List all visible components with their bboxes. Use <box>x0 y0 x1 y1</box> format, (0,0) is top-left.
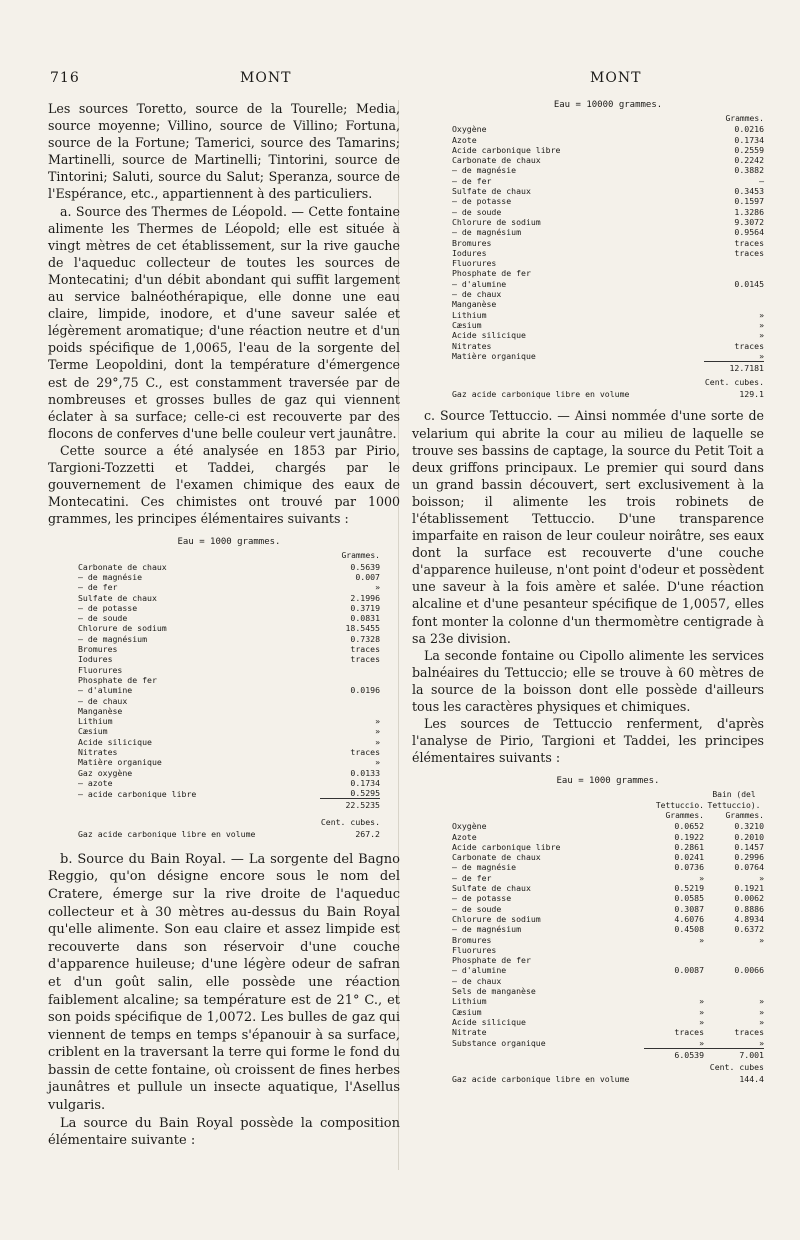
row-value-bain: 0.8886 <box>734 903 764 914</box>
gas-unit-line <box>452 1062 764 1072</box>
row-value: » <box>759 350 764 361</box>
total-spacer <box>452 362 704 374</box>
table-row <box>452 320 764 330</box>
table-row <box>78 582 380 592</box>
table-row <box>452 258 764 268</box>
row-value: » <box>375 716 380 727</box>
table-row <box>452 238 764 248</box>
row-label: — de fer <box>452 872 492 883</box>
row-value <box>704 289 764 299</box>
table-row <box>452 904 764 914</box>
table-caption: Eau = 1000 grammes. <box>177 537 281 548</box>
row-value: » <box>759 319 764 330</box>
table-row <box>78 757 380 767</box>
row-value: 0.9564 <box>734 227 764 238</box>
paragraph-tettuccio: c. Source Tettuccio. — Ainsi nommée d'une sorte de velarium qui abrite la cour au milieu de laquelle se trouve ses bassins de captage, la source du Petit Toit a deux griffons principaux. Le premier qui sourd dans un grand bassin découvert, sert exclusivement à la boisson; il alimente les trois robinets de l'établissement Tettuccio. D'une transparence imparfaite en raison de leur couleur noirâtre, ses eaux dont la surface est recouverte d'une couche d'apparence huileuse, n'ont point d'odeur et possèdent une saveur à la fois amère et salée. D'une réaction alcaline et d'une pesanteur spécifique de 1,0057, elles font monter la colonne d'un thermomètre centigrade à sa 23e division. <box>412 408 764 646</box>
row-value-bain: » <box>759 1037 764 1048</box>
row-label: Oxygène <box>452 821 487 832</box>
row-value: 0.5639 <box>350 561 380 572</box>
table-row <box>78 706 380 716</box>
paragraph-cipollo: La seconde fontaine ou Cipollo alimente les services balnéaires du Tettuccio; elle se trouve à 60 mètres de la source de la boisson dont elle possède d'ailleurs tous les caractères physiques et chimiques. <box>412 647 764 715</box>
composition-table <box>78 551 380 810</box>
row-value: 0.3453 <box>734 186 764 197</box>
row-value-bain: 0.0764 <box>734 862 764 873</box>
row-value-bain: 0.1457 <box>734 841 764 852</box>
row-label: — de soude <box>452 903 502 914</box>
table-row <box>452 268 764 278</box>
row-value-bain: 0.3210 <box>734 821 764 832</box>
table-row <box>452 196 764 206</box>
row-label: Gaz oxygène <box>78 767 133 778</box>
table-row <box>78 716 380 726</box>
row-value-tettuccio: » <box>699 1037 704 1048</box>
row-value-bain: » <box>759 996 764 1007</box>
paragraph-leopold-source: a. Source des Thermes de Léopold. — Cette fontaine alimente les Thermes de Léopold; elle est située à vingt mètres de cet établissement, sur la rive gauche de l'aqueduc collecteur de toutes les sources de Montecatini; d'un débit abondant qui suffit largement au service balnéothérapique, elle donne une eau claire, limpide, inodore, et d'une saveur salée et légèrement aromatique; d'une réaction neutre et d'un poids spécifique de 1,0065, l'eau de la sorgente del Terme Leopoldini, dont la température d'émergence est de 29°,75 C., est constamment traversée par de nombreuses et grosses bulles de gaz qui viennent éclater à sa surface; celle-ci est recouverte par des flocons de conferves d'une belle couleur vert jaunâtre. <box>48 203 400 441</box>
table-row <box>452 124 764 134</box>
total-value-bain: 7.001 <box>704 1048 764 1060</box>
row-value: 0.2242 <box>734 155 764 166</box>
row-value-bain: » <box>759 1016 764 1027</box>
table-row <box>452 207 764 217</box>
table-row <box>452 351 764 362</box>
table-row <box>78 665 380 675</box>
row-label: — de potasse <box>452 893 512 904</box>
row-value <box>704 268 764 278</box>
left-running-title: MONT <box>240 70 292 86</box>
gas-volume-line <box>78 829 380 839</box>
row-value-tettuccio: 0.1922 <box>674 831 704 842</box>
row-value: — <box>759 175 764 186</box>
row-label: Acide silicique <box>452 330 526 341</box>
row-value: 0.0133 <box>350 767 380 778</box>
row-value: 0.7328 <box>350 633 380 644</box>
table-row <box>452 330 764 340</box>
row-value-bain: » <box>759 934 764 945</box>
row-label: Phosphate de fer <box>78 674 157 685</box>
gas-unit: Cent. cubes. <box>320 816 380 827</box>
table-row <box>452 289 764 299</box>
row-label: Azote <box>452 134 477 145</box>
table-row <box>78 696 380 706</box>
row-label: — de soude <box>78 613 128 624</box>
table-row <box>452 986 764 996</box>
row-value-bain: traces <box>734 1027 764 1038</box>
row-value-bain: 0.2996 <box>734 852 764 863</box>
unit-header: Grammes. <box>725 810 764 820</box>
row-label: Bromures <box>78 644 118 655</box>
row-value-tettuccio: 0.0585 <box>674 893 704 904</box>
row-label: — d'alumine <box>452 965 507 976</box>
row-value <box>320 665 380 675</box>
row-value-tettuccio: 0.2861 <box>674 841 704 852</box>
row-value: traces <box>350 746 380 757</box>
row-value-bain: 0.0062 <box>734 893 764 904</box>
row-value-tettuccio: » <box>699 1006 704 1017</box>
row-label: Manganèse <box>78 705 123 716</box>
gas-value: 144.4 <box>739 1074 764 1085</box>
row-value-bain: » <box>759 1006 764 1017</box>
row-label: — acide carbonique libre <box>78 788 197 799</box>
gas-unit-line <box>78 817 380 827</box>
table-row <box>78 654 380 664</box>
row-value: 0.3719 <box>350 602 380 613</box>
row-value-tettuccio: 0.0736 <box>674 862 704 873</box>
row-value <box>704 258 764 268</box>
row-label: — de magnésie <box>452 165 517 176</box>
row-value-bain: 0.1921 <box>734 883 764 894</box>
table-row <box>78 768 380 778</box>
paragraph-private-sources: Les sources Toretto, source de la Tourelle; Media, source moyenne; Villino, source de Villino; Fortuna, source de la Fortune; Tamerici, source des Tamarins; Martinelli, source de Martinelli; Tintorini, source de Tintorini; Saluti, source du Salut; Speranza, source de l'Espérance, etc., appartiennent à des particuliers. <box>48 101 400 202</box>
table-row <box>452 883 764 893</box>
row-value <box>320 696 380 706</box>
gas-unit-line <box>452 377 764 387</box>
table-row <box>452 310 764 320</box>
row-label: Sulfate de chaux <box>78 592 157 603</box>
row-label: — de fer <box>452 175 492 186</box>
row-value: 0.2559 <box>734 144 764 155</box>
gas-label: Gaz acide carbonique libre en volume <box>452 389 630 400</box>
row-value-tettuccio: 0.0087 <box>674 965 704 976</box>
row-value: 0.3882 <box>734 165 764 176</box>
total-spacer <box>78 799 320 811</box>
row-label: Nitrates <box>452 340 492 351</box>
row-value-tettuccio: 4.6076 <box>674 913 704 924</box>
row-label: Fluorures <box>452 944 497 955</box>
row-label: — d'alumine <box>78 685 133 696</box>
row-label: Iodures <box>78 654 113 665</box>
right-running-title: MONT <box>590 70 642 86</box>
table-row <box>452 135 764 145</box>
row-value: 0.0216 <box>734 124 764 135</box>
row-value-tettuccio: 0.5219 <box>674 883 704 894</box>
row-label: — de magnésium <box>452 924 522 935</box>
table-row <box>452 1038 764 1049</box>
row-label: Cæsium <box>452 1006 482 1017</box>
row-value-bain: 0.0066 <box>734 965 764 976</box>
row-label: Phosphate de fer <box>452 268 531 279</box>
total-row <box>78 799 380 811</box>
row-value: » <box>375 736 380 747</box>
column-header-bain: Bain (del Tettuccio). <box>707 790 761 810</box>
row-value-tettuccio: » <box>699 872 704 883</box>
row-value-bain: 0.2010 <box>734 831 764 842</box>
row-value: 2.1996 <box>350 592 380 603</box>
table-caption: Eau = 1000 grammes. <box>556 776 660 787</box>
row-label: — de magnésium <box>78 633 148 644</box>
row-label: Bromures <box>452 237 492 248</box>
row-value <box>704 299 764 309</box>
table-row <box>78 726 380 736</box>
right-column <box>412 100 764 1084</box>
table-row <box>452 832 764 842</box>
row-value-tettuccio: » <box>699 1016 704 1027</box>
left-column <box>48 100 400 1150</box>
row-value: 0.007 <box>355 571 380 582</box>
row-value: 9.3072 <box>734 216 764 227</box>
table-row <box>452 821 764 831</box>
page-number: 716 <box>50 70 80 86</box>
row-label: Manganèse <box>452 299 497 310</box>
table-row <box>452 914 764 924</box>
row-label: Sulfate de chaux <box>452 186 531 197</box>
row-value: traces <box>350 654 380 665</box>
row-value: traces <box>734 247 764 258</box>
table-row <box>452 248 764 258</box>
row-value-tettuccio: 0.0241 <box>674 852 704 863</box>
row-label: Chlorure de sodium <box>78 623 167 634</box>
row-label: Cæsium <box>452 319 482 330</box>
table-row <box>78 562 380 572</box>
row-label: — de chaux <box>452 975 502 986</box>
row-label: Acide silicique <box>78 736 152 747</box>
row-value-tettuccio <box>644 986 704 996</box>
row-label: Acide silicique <box>452 1016 526 1027</box>
row-label: Lithium <box>78 716 113 727</box>
row-label: Matière organique <box>452 351 536 362</box>
row-label: — de potasse <box>452 196 512 207</box>
table-row <box>78 778 380 788</box>
row-label: Fluorures <box>452 258 497 269</box>
row-value: traces <box>734 340 764 351</box>
table-row <box>452 155 764 165</box>
row-value-tettuccio <box>644 945 704 955</box>
table-row <box>452 852 764 862</box>
row-value-tettuccio <box>644 955 704 965</box>
row-value: traces <box>734 237 764 248</box>
table-row <box>452 965 764 975</box>
table-row <box>78 675 380 685</box>
composition-table <box>452 114 764 373</box>
row-label: Chlorure de sodium <box>452 913 541 924</box>
row-label: Sulfate de chaux <box>452 883 531 894</box>
row-label: Carbonate de chaux <box>78 561 167 572</box>
table-row <box>452 165 764 175</box>
row-value: » <box>375 582 380 593</box>
row-label: Matière organique <box>78 757 162 768</box>
table-row <box>78 747 380 757</box>
row-label: Chlorure de sodium <box>452 216 541 227</box>
row-value: » <box>759 309 764 320</box>
paragraph-bain-royal-intro: La source du Bain Royal possède la composition élémentaire suivante : <box>48 1115 400 1149</box>
table-row <box>452 1017 764 1027</box>
row-value-tettuccio: » <box>699 996 704 1007</box>
row-value-bain: 0.6372 <box>734 924 764 935</box>
table-row <box>78 737 380 747</box>
row-value-bain <box>704 976 764 986</box>
row-value: 0.1597 <box>734 196 764 207</box>
row-label: Acide carbonique libre <box>452 841 561 852</box>
row-value-tettuccio: traces <box>674 1027 704 1038</box>
row-label: Lithium <box>452 996 487 1007</box>
table-row <box>452 996 764 1006</box>
row-value-bain <box>704 945 764 955</box>
row-value-bain <box>704 986 764 996</box>
table-row <box>78 623 380 633</box>
table-row <box>452 341 764 351</box>
row-label: — de chaux <box>452 289 502 300</box>
paragraph-tettuccio-analysis: Les sources de Tettuccio renferment, d'après l'analyse de Pirio, Targioni et Taddei, les principes élémentaires suivants : <box>412 716 764 766</box>
row-value: 0.0831 <box>350 613 380 624</box>
row-value <box>320 675 380 685</box>
table-row <box>452 1027 764 1037</box>
table-row <box>452 842 764 852</box>
analysis-table-bain-royal <box>412 100 764 399</box>
row-label: Nitrates <box>78 746 118 757</box>
table-row <box>452 279 764 289</box>
row-label: — de magnésium <box>452 227 522 238</box>
row-label: Carbonate de chaux <box>452 852 541 863</box>
gas-unit: Cent. cubes <box>709 1062 764 1073</box>
row-value-tettuccio <box>644 976 704 986</box>
row-value: 0.5295 <box>350 788 380 799</box>
paragraph-analysis-1853: Cette source a été analysée en 1853 par Pirio, Targioni-Tozzetti et Taddei, chargés par le gouvernement de l'examen chimique des eaux de Montecatini. Ces chimistes ont trouvé par 1000 grammes, les principes élémentaires suivants : <box>48 442 400 527</box>
gas-volume-line <box>452 1074 764 1084</box>
row-value-tettuccio: » <box>699 934 704 945</box>
row-label: Acide carbonique libre <box>452 144 561 155</box>
row-value-tettuccio: 0.0652 <box>674 821 704 832</box>
row-value <box>320 706 380 716</box>
table-row <box>452 145 764 155</box>
gas-volume-line <box>452 389 764 399</box>
row-value: » <box>759 330 764 341</box>
table-row <box>78 644 380 654</box>
table-row <box>452 873 764 883</box>
row-value: 0.1734 <box>734 134 764 145</box>
row-value: 0.1734 <box>350 777 380 788</box>
row-label: Bromures <box>452 934 492 945</box>
table-row <box>78 613 380 623</box>
row-label: — azote <box>78 777 113 788</box>
unit-header: Grammes. <box>725 114 764 123</box>
total-value: 22.5235 <box>320 799 380 811</box>
table-row <box>452 955 764 965</box>
row-label: — de magnésie <box>452 862 517 873</box>
table-row <box>452 1007 764 1017</box>
row-label: Lithium <box>452 309 487 320</box>
row-value: 18.5455 <box>345 623 380 634</box>
table-row <box>78 603 380 613</box>
total-value: 12.7181 <box>704 362 764 374</box>
row-label: — de magnésie <box>78 571 143 582</box>
table-row <box>78 634 380 644</box>
table-row <box>452 299 764 309</box>
table-row <box>452 924 764 934</box>
paragraph-bain-royal: b. Source du Bain Royal. — La sorgente del Bagno Reggio, qu'on désigne encore sous le nom del Cratere, émerge sur la rive droite de l'aqueduc collecteur et à 30 mètres au-dessus du Bain Royal qu'elle alimente. Son eau claire et assez limpide est recouverte dans son réservoir d'une couche d'apparence huileuse; d'une légère odeur de safran et d'un goût salin, elle possède une réaction faiblement alcaline; sa température est de 21° C., et son poids spécifique de 1,0072. Les bulles de gaz qui viennent de temps en temps s'épanouir à sa surface, criblent en la traversant la terre qui forme le fond du bassin de cette fontaine, où croissent de fines herbes jaunâtres et pullule un insecte aquatique, l'Asellus vulgaris. <box>48 851 400 1114</box>
table-row <box>452 227 764 237</box>
table-row <box>78 593 380 603</box>
unit-header: Grammes. <box>665 810 704 820</box>
row-label: — de fer <box>78 582 118 593</box>
unit-header: Grammes. <box>341 551 380 561</box>
running-header <box>50 70 750 90</box>
table-row <box>452 945 764 955</box>
composition-table <box>452 790 764 1060</box>
row-value-bain: 4.8934 <box>734 913 764 924</box>
table-row <box>452 893 764 903</box>
table-row <box>78 788 380 799</box>
row-value-bain <box>704 955 764 965</box>
gas-unit: Cent. cubes. <box>704 377 764 388</box>
total-value-tettuccio: 6.0539 <box>644 1048 704 1060</box>
table-row <box>452 935 764 945</box>
table-row <box>78 685 380 695</box>
row-label: Substance organique <box>452 1038 546 1049</box>
analysis-table-leopold <box>48 527 400 838</box>
row-label: Sels de manganèse <box>452 986 536 997</box>
row-label: Oxygène <box>452 124 487 135</box>
row-label: Phosphate de fer <box>452 955 531 966</box>
row-value: » <box>375 757 380 768</box>
gas-label: Gaz acide carbonique libre en volume <box>452 1074 630 1085</box>
row-value: 0.0196 <box>350 685 380 696</box>
total-spacer <box>452 1048 644 1060</box>
analysis-table-tettuccio <box>412 766 764 1084</box>
row-value: 0.0145 <box>734 278 764 289</box>
table-row <box>452 862 764 872</box>
column-header-tettuccio: Tettuccio. <box>655 800 704 810</box>
row-label: — de soude <box>452 206 502 217</box>
row-value: 1.3286 <box>734 206 764 217</box>
table-row <box>452 217 764 227</box>
row-label: Iodures <box>452 247 487 258</box>
table-row <box>452 186 764 196</box>
row-label: Cæsium <box>78 726 108 737</box>
row-label: — de potasse <box>78 602 138 613</box>
table-caption: Eau = 10000 grammes. <box>553 100 663 110</box>
row-value: traces <box>350 644 380 655</box>
row-label: — de chaux <box>78 695 128 706</box>
total-row <box>452 1048 764 1060</box>
row-label: Carbonate de chaux <box>452 155 541 166</box>
total-row <box>452 362 764 374</box>
gas-value: 267.2 <box>355 828 380 839</box>
gas-value: 129.1 <box>739 389 764 400</box>
table-row <box>78 572 380 582</box>
row-value-tettuccio: 0.3087 <box>674 903 704 914</box>
row-label: Azote <box>452 831 477 842</box>
table-row <box>452 176 764 186</box>
row-label: — d'alumine <box>452 278 507 289</box>
row-label: Nitrate <box>452 1027 487 1038</box>
gas-label: Gaz acide carbonique libre en volume <box>78 828 256 839</box>
row-value: » <box>375 726 380 737</box>
row-value-bain: » <box>759 872 764 883</box>
row-label: Fluorures <box>78 664 123 675</box>
table-row <box>452 976 764 986</box>
row-value-tettuccio: 0.4508 <box>674 924 704 935</box>
